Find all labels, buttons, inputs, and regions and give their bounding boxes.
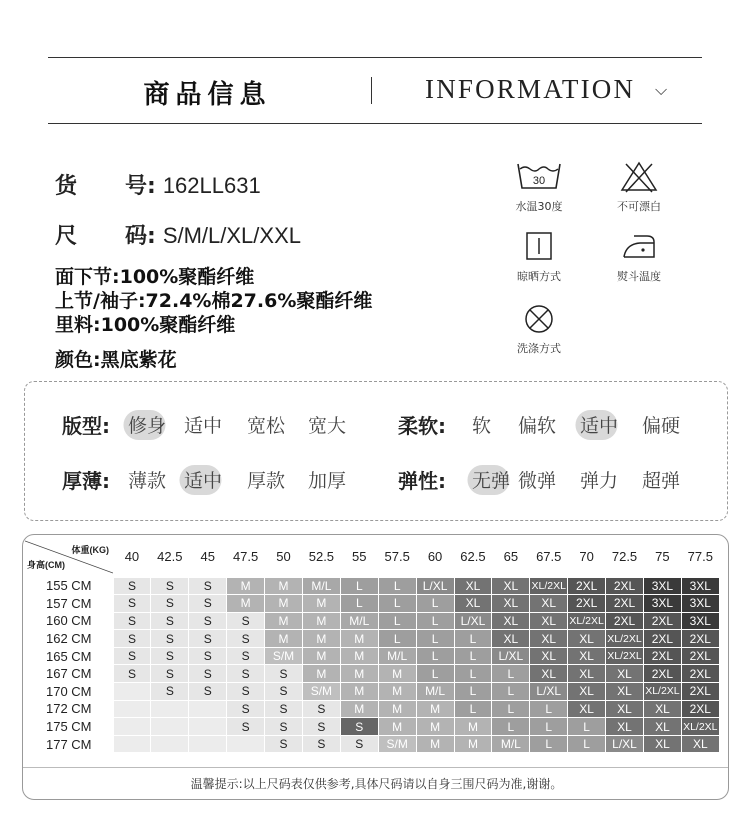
size-cell: XL [643,700,681,718]
size-cell: S [189,665,227,683]
size-cell: S [189,595,227,613]
weight-header: 70 [579,549,594,565]
material-line-3: 里料:100%聚酯纤维 [55,314,236,336]
size-cell: M [265,630,303,648]
size-cell: L [454,683,492,701]
size-cell: XL [530,612,568,630]
care-iron [599,230,679,284]
care-wash-30 [499,160,579,214]
size-cell: 2XL [606,612,644,630]
table-row [25,735,719,753]
table-row [25,630,719,648]
size-cell: L [530,718,568,736]
size-cell: M/L [302,577,340,595]
iron-icon [616,230,662,264]
size-cell: S [151,647,189,665]
dry-icon [516,230,562,264]
size-cell: S [227,700,265,718]
attribute-label: 柔软: [398,414,446,438]
size-cell: S [302,700,340,718]
table-row [25,612,719,630]
size-cell: 2XL [681,665,719,683]
size-cell: 2XL [606,577,644,595]
size-cell [113,735,151,753]
attribute-label: 弹性: [398,469,446,493]
size-cell: XL/2XL [643,683,681,701]
size-cell: M [265,577,303,595]
weight-header: 52.5 [308,549,335,565]
size-cell: XL/2XL [568,612,606,630]
attribute-label: 厚薄: [62,469,110,493]
size-table [25,537,720,753]
size-cell: 2XL [681,700,719,718]
size-cell: S [302,718,340,736]
attribute-option-selected: 适中 [184,466,222,493]
top-rule [48,57,702,58]
care-label-iron: 熨斗温度 [617,270,661,283]
size-cell: XL [606,718,644,736]
size-cell: S [265,735,303,753]
size-cell: M [454,718,492,736]
weight-header: 60 [427,549,443,565]
size-cell: M [340,630,378,648]
size-cell: M [340,647,378,665]
size-cell [189,700,227,718]
weight-header: 47.5 [232,549,259,565]
size-cell: L [492,700,530,718]
attribute-option: 弹力 [580,470,619,492]
color-label: 颜色: [55,349,101,371]
size-cell: 3XL [643,577,681,595]
attribute-option: 软 [472,415,492,437]
size-cell: XL [681,735,719,753]
size-cell: S [340,718,378,736]
size-cell: L [378,612,416,630]
size-cell: L [416,630,454,648]
size-cell: S [265,683,303,701]
weight-header: 62.5 [460,549,486,565]
height-axis-label: 身高(CM) [27,560,65,570]
size-cell: S/M [302,683,340,701]
table-corner [25,537,113,577]
size-cell: L [454,700,492,718]
size-cell: S [151,577,189,595]
material-line-1: 面下节:100%聚酯纤维 [55,266,255,288]
attribute-option: 微弹 [518,470,557,492]
weight-header: 72.5 [611,549,638,565]
table-row [25,577,719,595]
size-cell: XL/2XL [606,647,644,665]
size-cell: M [416,700,454,718]
attribute-option: 偏软 [518,415,557,437]
size-cell: L [492,718,530,736]
color-row [55,348,177,372]
header-divider [371,77,372,104]
size-cell: S [189,647,227,665]
size-cell: L [416,595,454,613]
table-row [25,647,719,665]
size-cell: L/XL [454,612,492,630]
size-cell: S [113,577,151,595]
size-cell: 2XL [643,630,681,648]
size-cell: M [302,665,340,683]
size-cell: XL [530,665,568,683]
size-cell: L/XL [530,683,568,701]
size-cell: L/XL [492,647,530,665]
wash-30-icon [516,160,562,194]
attribute-option: 宽松 [247,415,286,437]
care-label-dry: 晾晒方式 [517,270,561,283]
table-row [25,700,719,718]
size-cell: S [340,735,378,753]
size-cell: M [302,630,340,648]
weight-header: 55 [352,549,367,565]
page-title-en: INFORMATION [425,74,636,104]
size-cell: 3XL [643,595,681,613]
weight-header: 57.5 [384,549,410,565]
size-cell: M [378,683,416,701]
attribute-option: 厚款 [247,470,286,492]
size-cell: M [265,595,303,613]
item-number-value: 162LL631 [162,173,261,198]
attribute-option: 加厚 [308,470,347,492]
size-cell: M [378,665,416,683]
size-cell: 2XL [643,665,681,683]
size-cell: 2XL [681,683,719,701]
size-cell: M/L [416,683,454,701]
attribute-option-selected: 无弹 [472,466,510,493]
weight-header: 42.5 [157,549,183,565]
attribute-option: 宽大 [308,415,347,437]
weight-header: 77.5 [687,549,713,565]
table-row [25,595,719,613]
size-cell: S [151,595,189,613]
size-cell: L [416,612,454,630]
size-cell [189,735,227,753]
size-cell: S [113,647,151,665]
weight-header: 75 [655,549,670,565]
size-cell: S [113,595,151,613]
size-cell: S [265,665,303,683]
size-cell: 3XL [681,612,719,630]
size-cell: S [227,683,265,701]
size-cell: L [492,665,530,683]
item-number-label-1: 货 [55,174,78,199]
size-cell: M [302,595,340,613]
size-cell: XL [492,630,530,648]
size-cell: S [151,630,189,648]
no-bleach-icon [616,160,662,194]
table-row [25,718,719,736]
weight-header: 45 [200,549,215,565]
size-cell: L [568,735,606,753]
size-cell: S [265,700,303,718]
size-cell: XL [568,665,606,683]
size-cell: L [416,647,454,665]
no-wash-icon [516,302,562,336]
size-cell: XL/2XL [530,577,568,595]
attribute-option: 薄款 [128,470,167,492]
size-cell: M [302,612,340,630]
weight-axis-label: 体重(KG) [71,545,109,555]
care-label-wash: 水温30度 [515,200,563,213]
size-cell [227,735,265,753]
size-cell: M [340,665,378,683]
wash-temp-text: 30 [532,175,546,187]
size-cell: M/L [378,647,416,665]
size-cell: M/L [340,612,378,630]
size-cell: S [189,683,227,701]
size-cell: S [189,612,227,630]
size-cell: L [378,577,416,595]
height-header: 155 CM [45,578,92,594]
size-cell: XL [492,577,530,595]
size-value: S/M/L/XL/XXL [162,223,301,248]
size-cell: XL [643,718,681,736]
size-cell: L [454,665,492,683]
size-cell: L [492,683,530,701]
size-cell [151,700,189,718]
height-header: 170 CM [45,683,92,699]
size-cell: S/M [378,735,416,753]
size-cell: XL [530,630,568,648]
size-cell: S/M [265,647,303,665]
size-cell [113,718,151,736]
size-cell: M [454,735,492,753]
care-no-bleach [599,160,679,214]
size-cell: XL/2XL [681,718,719,736]
size-label-2: 码: [125,224,156,249]
size-cell: M/L [492,735,530,753]
size-cell: M [340,683,378,701]
size-cell: S [227,612,265,630]
size-chart [22,534,729,800]
size-cell [151,718,189,736]
size-cell: S [151,612,189,630]
size-cell: L [530,700,568,718]
size-cell: L [340,577,378,595]
attribute-option-selected: 修身 [128,411,166,438]
size-cell: S [227,665,265,683]
size-cell: S [113,612,151,630]
size-cell: XL [568,700,606,718]
height-header: 167 CM [45,666,92,682]
size-cell: XL [530,647,568,665]
attribute-option-selected: 适中 [580,411,618,438]
size-cell: S [227,647,265,665]
size-cell: L [568,718,606,736]
size-cell: M [302,647,340,665]
size-chart-tip: 温馨提示:以上尺码表仅供参考,具体尺码请以自身三围尺码为准,谢谢。 [23,767,729,800]
attribute-option: 超弹 [642,470,681,492]
size-cell: 3XL [681,595,719,613]
size-cell: M [265,612,303,630]
size-cell: S [227,630,265,648]
size-cell: 2XL [681,647,719,665]
size-cell: 2XL [568,577,606,595]
height-header: 160 CM [45,613,92,629]
size-cell: L/XL [416,577,454,595]
height-header: 175 CM [45,719,92,735]
size-cell: XL [606,700,644,718]
care-label-wash-method: 洗涤方式 [517,342,561,355]
attribute-option: 适中 [184,415,223,437]
size-row [55,219,301,250]
size-cell: M [378,700,416,718]
weight-header: 50 [276,549,291,565]
size-cell: XL/2XL [606,630,644,648]
size-cell: L [378,595,416,613]
attribute-label: 版型: [62,414,110,438]
size-cell: S [189,577,227,595]
table-row [25,683,719,701]
care-dry [499,230,579,284]
size-cell: L [454,630,492,648]
size-cell: XL [568,647,606,665]
care-label-bleach: 不可漂白 [617,200,661,213]
item-number-label-2: 号: [125,174,156,199]
size-cell: S [113,630,151,648]
size-cell: XL [454,595,492,613]
size-cell: 2XL [681,630,719,648]
material-line-2: 上节/袖子:72.4%棉27.6%聚酯纤维 [55,290,373,312]
size-cell: 2XL [606,595,644,613]
size-cell: L [416,665,454,683]
size-cell: L [454,647,492,665]
size-cell: L [378,630,416,648]
height-header: 172 CM [45,701,92,717]
size-cell: XL [492,595,530,613]
size-cell: 3XL [681,577,719,595]
table-row [25,665,719,683]
chevron-down-icon[interactable]: ⌵ [655,80,668,99]
size-cell: M [378,718,416,736]
size-cell: XL [643,735,681,753]
weight-header: 40 [124,549,140,565]
item-number-row [55,169,261,200]
size-label-1: 尺 [55,224,78,249]
size-cell [113,700,151,718]
size-cell: M [340,700,378,718]
size-cell: XL [606,665,644,683]
size-cell: XL [492,612,530,630]
size-cell: 2XL [643,647,681,665]
color-value: 黑底紫花 [100,349,177,371]
size-cell: S [265,718,303,736]
size-cell: XL [568,683,606,701]
size-cell: 2XL [643,612,681,630]
size-cell [189,718,227,736]
size-cell: L [340,595,378,613]
size-cell: L [530,735,568,753]
size-cell: XL [454,577,492,595]
size-cell: M [227,577,265,595]
size-cell: S [227,718,265,736]
size-cell: S [113,665,151,683]
attributes-panel [24,381,728,521]
size-cell: M [416,718,454,736]
size-cell: S [151,665,189,683]
size-cell: S [302,735,340,753]
height-header: 157 CM [45,595,92,611]
size-cell: M [416,735,454,753]
weight-header: 67.5 [536,549,562,565]
height-header: 162 CM [45,631,92,647]
size-cell: XL [568,630,606,648]
weight-header: 65 [503,549,519,565]
size-cell: 2XL [568,595,606,613]
size-cell: XL [606,683,644,701]
size-cell: XL [530,595,568,613]
height-header: 165 CM [45,648,92,664]
size-cell [113,683,151,701]
size-cell: M [227,595,265,613]
size-cell: L/XL [606,735,644,753]
attribute-option: 偏硬 [642,415,681,437]
size-cell: S [151,683,189,701]
size-cell [151,735,189,753]
height-header: 177 CM [45,736,92,752]
size-cell: S [189,630,227,648]
care-no-wash [499,302,579,356]
page-title-cn: 商品信息 [143,80,272,110]
header-bottom-rule [48,123,702,124]
